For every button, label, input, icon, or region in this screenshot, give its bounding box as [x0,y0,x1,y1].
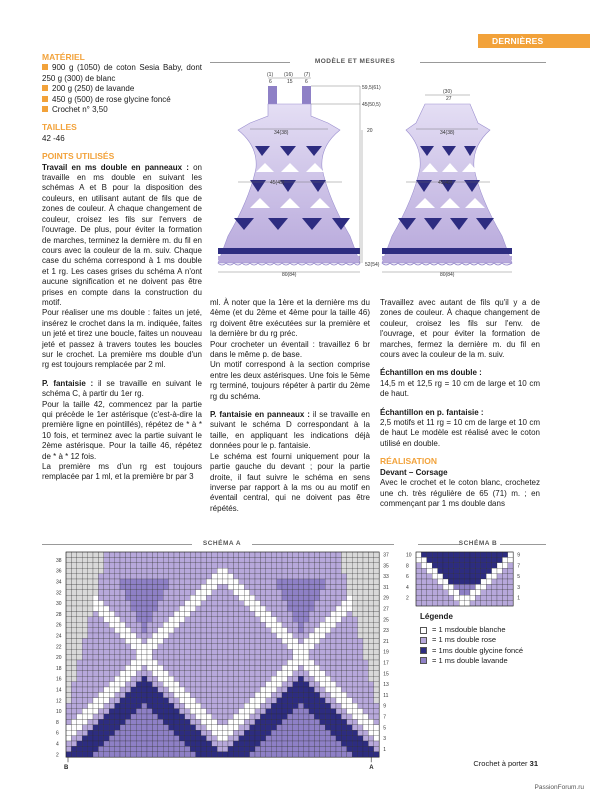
row-number: 4 [56,741,59,748]
row-number: 33 [383,574,389,581]
divider [500,544,546,545]
swatch-glycine-icon [420,647,427,654]
label-b: B [64,765,69,772]
tailles-title: TAILLES [42,122,77,133]
schema-a-grid [40,546,400,772]
row-number: 27 [383,606,389,613]
row-number: 10 [406,552,412,559]
row-number: 13 [383,682,389,689]
echantillon-1-title: Échantillon en ms double : [380,368,482,378]
strap-left [268,86,277,106]
row-number: 34 [56,579,62,586]
row-number: 29 [383,595,389,602]
row-number: 7 [383,714,386,721]
row-number: 22 [56,644,62,651]
row-number: 31 [383,584,389,591]
row-number: 20 [56,655,62,662]
text-column-3 [380,298,540,509]
measure-width-2: 45(49) [270,180,285,186]
row-number: 36 [56,568,62,575]
realisation-title: RÉALISATION [380,456,437,467]
row-number: 6 [406,574,409,581]
bullet-square-icon [42,85,48,91]
row-number: 5 [383,725,386,732]
legend-item: = 1 ms double lavande [420,656,523,666]
front-garment [218,86,360,265]
measure-height-3: 20 [367,128,373,134]
measure-height-4: 52(54) [365,262,380,268]
materiel-title: MATÉRIEL [42,52,85,62]
bullet-square-icon [42,106,48,112]
text-column-2 [210,298,370,514]
measure-back-3: 34(38) [440,130,455,136]
points-paragraph-4: Pour la taille 42, commencez par la partie qui précède le 1er astérisque (c'est-à-dire la première ligne en pointillés), répétez de * à * 10 fois, et terminez avec la partie suivant le 2ème astérisque. Pour la taille 46, répétez de * à * 12 fois. [42,399,202,461]
row-number: 1 [517,595,520,602]
col2-paragraph-4: P. fantaisie en panneaux : il se travaille en suivant le schéma D correspondant à la taille, en appliquant les indications déjà données pour le p. fantaisie. [210,410,371,451]
measure-strap-5: 15 [287,79,293,85]
row-number: 21 [383,638,389,645]
schema-a-title: SCHÉMA A [202,540,242,547]
realisation-subtitle: Devant – Corsage [380,467,448,477]
divider [420,62,546,63]
row-number: 38 [56,557,62,564]
divider [418,544,460,545]
row-number: 12 [56,698,62,705]
legend-item: = 1 msdouble blanche [420,625,523,635]
points-title: POINTS UTILISÉS [42,151,115,162]
measure-strap-2: (16) [284,72,293,78]
echantillon-2-body: 2,5 motifs et 11 rg = 10 cm de large et 10 cm de haut Le modèle est réalisé avec le coton utilisé en double. [380,418,540,448]
row-number: 17 [383,660,389,667]
row-number: 3 [383,736,386,743]
row-number: 18 [56,665,62,672]
col2-paragraph-1: ml. À noter que la 1ère et la dernière ms du 4ème (et du 2ème et 4ème pour la taille 46) rg doivent être exécutées sur la première et la dernière br du rg préc. [210,298,370,339]
row-number: 30 [56,601,62,608]
strap-right [302,86,311,106]
page-number: 31 [529,759,538,768]
row-number: 9 [383,703,386,710]
swatch-rose-icon [420,637,427,644]
row-number: 4 [406,584,409,591]
realisation-body: Avec le crochet et le coton blanc, crochetez une ch. très régulière de 65 (71) m. ; en commençant par 1 ms double dans [380,478,540,508]
measure-width-3: 80(84) [282,272,297,278]
points-paragraph-3: P. fantaisie : il se travaille en suivant le schéma C, à partir du 1er rg. [42,378,202,399]
row-number: 11 [383,692,389,699]
measure-strap-1: (1) [267,72,274,78]
materiel-item: 200 g (250) de lavande [42,84,202,94]
col2-paragraph-5: Le schéma est fourni uniquement pour la partie gauche du devant ; pour la partie droite, il faut suivre le schéma en sens inverse par rapport à la ms ou au motif en éventail central, qui ne doivent pas être répétés. [210,451,370,513]
row-number: 16 [56,676,62,683]
bullet-square-icon [42,64,48,70]
swatch-white-icon [420,627,427,634]
measure-back-5: 80(84) [440,272,455,278]
row-number: 37 [383,552,389,559]
row-number: 26 [56,622,62,629]
row-number: 5 [517,574,520,581]
echantillon-1-body: 14,5 m et 12,5 rg = 10 cm de large et 10 cm de haut. [380,378,540,399]
points-paragraph-2: Pour réaliser une ms double : faites un jeté, insérez le crochet dans la m. indiquée, faites un jeté et tirez une boucle, faites un nouveau jeté et passez à travers toutes les boucles sur le crochet. La première ms double d'un rg est toujours remplacée par 2 ml. [42,308,202,370]
col2-paragraph-3: Un motif correspond à la section comprise entre les deux astérisques. Une fois le 5ème rg terminé, toujours répéter à partir du 2ème rg du schéma. [210,360,370,401]
schema-b-grid [400,546,540,616]
row-number: 35 [383,563,389,570]
row-number: 10 [56,709,62,716]
measure-width-1: 34(38) [274,130,289,136]
divider [252,544,394,545]
section-tag: DERNIÈRES CHALEURS [478,34,590,48]
measure-back-1: (30) [443,89,452,95]
row-number: 24 [56,633,62,640]
col2-paragraph-2: Pour crocheter un éventail : travaillez 6 br dans le même p. de base. [210,339,370,360]
row-number: 7 [517,563,520,570]
points-paragraph-5: La première ms d'un rg est toujours remplacée par 1 ml, et la première br par 3 [42,462,202,482]
row-number: 32 [56,590,62,597]
measure-back-2: 27 [446,96,452,102]
legend-title: Légende [420,612,453,621]
measure-height-2: 45(50,5) [362,102,381,108]
row-number: 2 [56,752,59,759]
magazine-name: Crochet à porter [473,759,528,768]
row-number: 25 [383,617,389,624]
divider [42,544,192,545]
legend-item: = 1 ms double rose [420,635,523,645]
schema-b-title: SCHÉMA B [458,540,498,547]
row-number: 28 [56,611,62,618]
measure-strap-3: (7) [304,72,311,78]
measure-back-4: 45(49) [438,180,453,186]
measure-height-1: 59,5(61) [362,85,381,91]
watermark: PassionForum.ru [534,784,584,791]
bullet-square-icon [42,96,48,102]
swatch-lavande-icon [420,657,427,664]
row-number: 6 [56,730,59,737]
legend-item: = 1ms double glycine foncé [420,646,523,656]
row-number: 2 [406,595,409,602]
row-number: 14 [56,687,62,694]
row-number: 23 [383,628,389,635]
models-title: MODÈLE ET MESURES [314,58,396,65]
text-column-1 [42,52,202,483]
divider [210,62,290,63]
row-number: 8 [56,719,59,726]
echantillon-2-title: Échantillon en p. fantaisie : [380,407,484,417]
measure-strap-4: 6 [269,79,272,85]
label-a: A [369,765,374,772]
models-figure [210,68,545,290]
row-number: 9 [517,552,520,559]
measure-strap-6: 6 [305,79,308,85]
materiel-item: 450 g (500) de rose glycine foncé [42,95,202,105]
legend [420,612,523,666]
col3-paragraph-1: Travaillez avec autant de fils qu'il y a de zones de couleur. À chaque changement de couleur, croisez les fils sur l'env. de l'ouvrage, et pour éviter la formation de marches, fermez la dernière m. du fil en cours avec la couleur de la m. suiv. [380,298,540,360]
materiel-item: Crochet n° 3,50 [42,105,202,115]
row-number: 15 [383,671,389,678]
page-footer [473,759,538,768]
row-number: 1 [383,746,386,753]
row-number: 8 [406,563,409,570]
row-number: 3 [517,584,520,591]
tailles-value: 42 -46 [42,133,65,143]
points-paragraph-1: Travail en ms double en panneaux : on travaille en ms double en suivant les schémas A et B pour la disposition des couleurs, en utilisant autant de fils que de zones de couleur. À chaque changement de couleur, croisez les fils sur l'envers de l'ouvrage. De plus, pour éviter la formation de marches, terminez la dernière m. du fil en cours avec la couleur de la m. suiv. Chaque case du schéma correspond à 1 ms double et 1 rg. Les cases grises du schéma A n'ont aucune signification et ne doivent pas être prises en compte dans la construction du motif. [42,162,203,307]
row-number: 19 [383,649,389,656]
materiel-item: 900 g (1050) de coton Sesia Baby, dont 250 g (300) de blanc [42,63,202,83]
